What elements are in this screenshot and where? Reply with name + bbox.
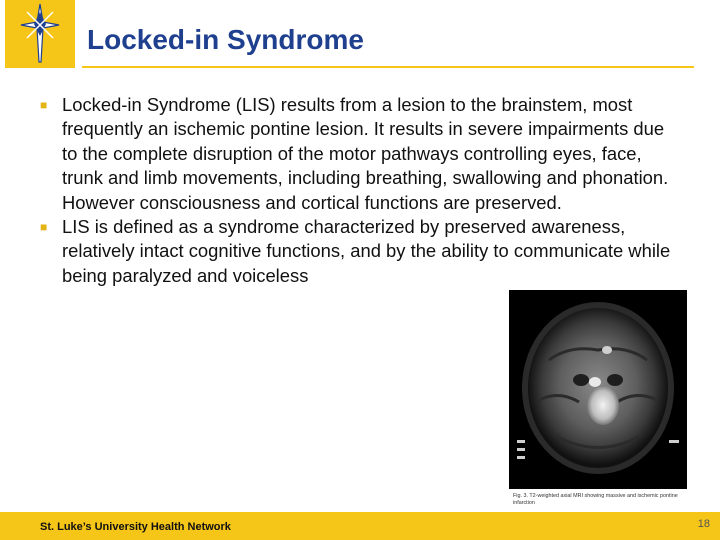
bullet-list: [40, 93, 680, 288]
square-bullet-icon: ■: [40, 98, 48, 112]
square-bullet-icon: ■: [40, 220, 48, 235]
star-cross-icon: [5, 0, 75, 68]
image-caption: Fig. 3. T2-weighted axial MRI showing massive and ischemic pontine infarction: [513, 493, 678, 506]
bullet-item: [40, 215, 680, 288]
mri-brain-scan-image: [509, 290, 687, 489]
title-underline: [82, 66, 694, 68]
bullet-text: LIS is defined as a syndrome characterized by preserved awareness, relatively intact cognitive functions, and by the ability to communicate while being paralyzed and voiceless: [62, 216, 671, 286]
page-number: 18: [697, 518, 710, 530]
slide-title: Locked-in Syndrome: [87, 24, 364, 55]
bullet-item: [40, 93, 680, 215]
logo: [5, 0, 75, 68]
footer-organization: St. Luke’s University Health Network: [40, 521, 231, 533]
bullet-text: Locked-in Syndrome (LIS) results from a lesion to the brainstem, most frequently an ischemic pontine lesion. It results in severe impairments due to the complete disruption of the motor pathways controlling eyes, face, trunk and limb movements, including breathing, swallowing and phonation. However consciousness and cortical functions are preserved.: [62, 94, 669, 213]
